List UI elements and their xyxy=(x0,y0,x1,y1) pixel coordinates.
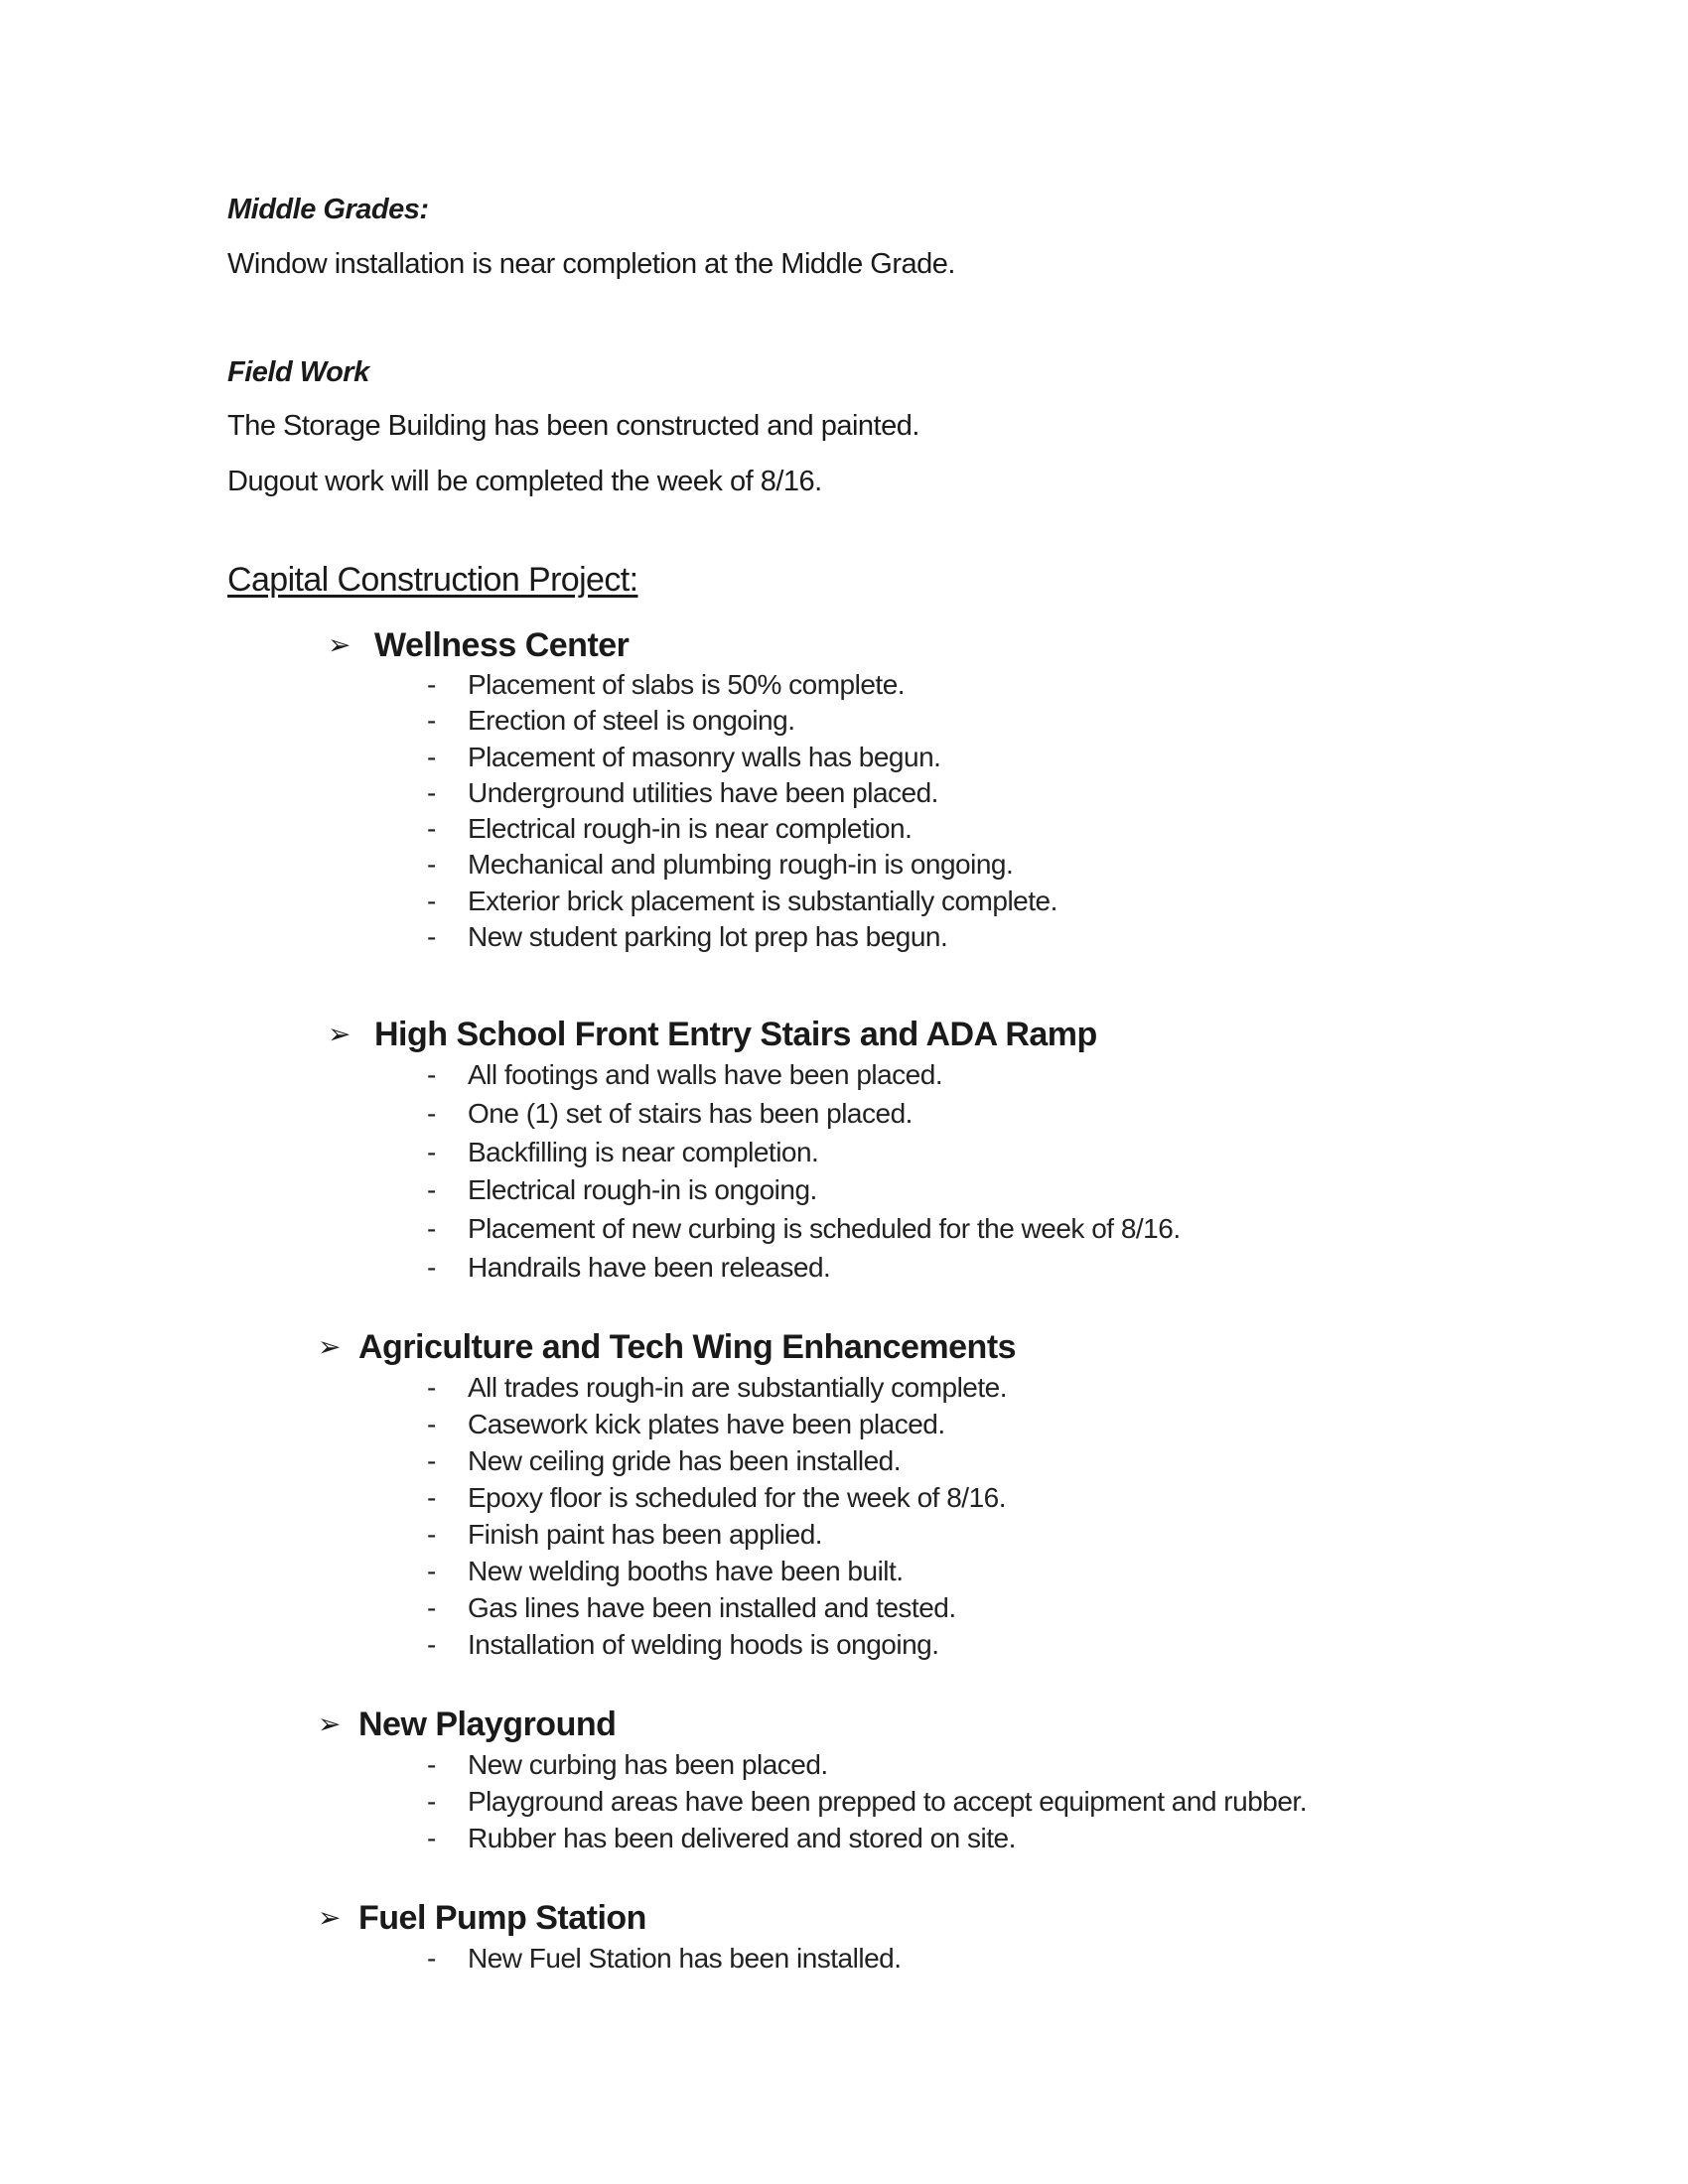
dash-bullet: - xyxy=(427,1786,436,1817)
dash-bullet: - xyxy=(427,1749,436,1780)
list-item-text: Mechanical and plumbing rough-in is ongoing. xyxy=(468,849,1014,881)
field-work-line: Dugout work will be completed the week of 8/16. xyxy=(227,466,822,497)
list-item xyxy=(0,740,1489,775)
project-wellness-center xyxy=(0,623,1489,955)
dash-bullet: - xyxy=(427,705,436,737)
project-header xyxy=(0,1013,1489,1056)
dash-bullet: - xyxy=(427,776,436,808)
list-item-text: Underground utilities have been placed. xyxy=(468,776,938,808)
list-item xyxy=(0,1406,1489,1442)
list-item xyxy=(0,1479,1489,1516)
list-item-text: Finish paint has been applied. xyxy=(468,1519,823,1550)
dash-bullet: - xyxy=(427,669,436,700)
list-item xyxy=(0,1783,1489,1820)
list-item xyxy=(0,1442,1489,1479)
middle-grades-text: Window installation is near completion at the Middle Grade. xyxy=(227,248,955,280)
list-item-text: Placement of slabs is 50% complete. xyxy=(468,669,906,700)
dash-bullet: - xyxy=(427,921,436,953)
list-item xyxy=(0,1516,1489,1553)
dash-bullet: - xyxy=(427,813,436,845)
list-item-text: Exterior brick placement is substantially complete. xyxy=(468,885,1057,916)
list-item-text: New welding booths have been built. xyxy=(468,1556,904,1586)
list-item-text: Epoxy floor is scheduled for the week of 8/16. xyxy=(468,1482,1006,1513)
list-item-text: All footings and walls have been placed. xyxy=(468,1059,943,1090)
list-item-text: One (1) set of stairs has been placed. xyxy=(468,1097,913,1129)
project-title: Agriculture and Tech Wing Enhancements xyxy=(358,1328,1017,1366)
dash-bullet: - xyxy=(427,1519,436,1550)
dash-bullet: - xyxy=(427,1556,436,1586)
list-item-text: New Fuel Station has been installed. xyxy=(468,1943,902,1974)
list-item xyxy=(0,1210,1489,1249)
list-item xyxy=(0,667,1489,703)
field-work-line: The Storage Building has been constructed and painted. xyxy=(227,410,919,442)
middle-grades-heading: Middle Grades: xyxy=(227,194,429,225)
list-item-text: Rubber has been delivered and stored on site. xyxy=(468,1823,1016,1853)
dash-bullet: - xyxy=(427,1445,436,1476)
dash-bullet: - xyxy=(427,1943,436,1974)
list-item xyxy=(0,847,1489,883)
project-header xyxy=(0,623,1489,667)
dash-bullet: - xyxy=(427,741,436,772)
project-items xyxy=(0,1056,1489,1288)
field-work-heading: Field Work xyxy=(227,356,369,388)
list-item xyxy=(0,1134,1489,1172)
list-item-text: New student parking lot prep has begun. xyxy=(468,921,948,953)
list-item xyxy=(0,811,1489,847)
list-item-text: New ceiling gride has been installed. xyxy=(468,1445,901,1476)
dash-bullet: - xyxy=(427,1592,436,1623)
project-header xyxy=(0,1703,1489,1746)
list-item-text: Placement of new curbing is scheduled for the week of 8/16. xyxy=(468,1213,1181,1245)
list-item xyxy=(0,1171,1489,1210)
dash-bullet: - xyxy=(427,1174,436,1206)
list-item-text: All trades rough-in are substantially complete. xyxy=(468,1372,1008,1403)
dash-bullet: - xyxy=(427,1823,436,1853)
list-item xyxy=(0,919,1489,955)
dash-bullet: - xyxy=(427,849,436,881)
list-item-text: Placement of masonry walls has begun. xyxy=(468,741,941,772)
list-item xyxy=(0,1626,1489,1663)
dash-bullet: - xyxy=(427,1097,436,1129)
list-item xyxy=(0,703,1489,739)
list-item-text: Gas lines have been installed and tested. xyxy=(468,1592,956,1623)
project-title: New Playground xyxy=(358,1706,617,1743)
list-item-text: Electrical rough-in is near completion. xyxy=(468,813,913,845)
list-item xyxy=(0,1940,1489,1977)
dash-bullet: - xyxy=(427,885,436,916)
list-item-text: Backfilling is near completion. xyxy=(468,1136,819,1167)
project-items xyxy=(0,1746,1489,1856)
project-title: High School Front Entry Stairs and ADA Ramp xyxy=(374,1016,1097,1053)
list-item-text: New curbing has been placed. xyxy=(468,1749,828,1780)
list-item-text: Installation of welding hoods is ongoing. xyxy=(468,1629,939,1660)
project-agriculture-tech-wing xyxy=(0,1325,1489,1663)
list-item-text: Erection of steel is ongoing. xyxy=(468,705,795,737)
list-item-text: Electrical rough-in is ongoing. xyxy=(468,1174,817,1206)
list-item xyxy=(0,1369,1489,1406)
project-header xyxy=(0,1325,1489,1369)
arrow-bullet-icon: ➢ xyxy=(318,1708,342,1739)
dash-bullet: - xyxy=(427,1409,436,1439)
arrow-bullet-icon: ➢ xyxy=(328,1019,352,1049)
list-item xyxy=(0,1553,1489,1589)
list-item xyxy=(0,884,1489,919)
dash-bullet: - xyxy=(427,1251,436,1283)
project-items xyxy=(0,667,1489,955)
dash-bullet: - xyxy=(427,1372,436,1403)
dash-bullet: - xyxy=(427,1059,436,1090)
arrow-bullet-icon: ➢ xyxy=(328,629,352,660)
list-item-text: Playground areas have been prepped to accept equipment and rubber. xyxy=(468,1786,1307,1817)
arrow-bullet-icon: ➢ xyxy=(318,1331,342,1362)
dash-bullet: - xyxy=(427,1213,436,1245)
list-item xyxy=(0,1056,1489,1095)
project-header xyxy=(0,1896,1489,1940)
list-item xyxy=(0,1249,1489,1288)
project-fuel-pump-station xyxy=(0,1896,1489,1977)
project-front-entry-stairs xyxy=(0,1013,1489,1288)
project-items xyxy=(0,1369,1489,1663)
list-item xyxy=(0,1820,1489,1856)
list-item-text: Handrails have been released. xyxy=(468,1251,831,1283)
project-title: Fuel Pump Station xyxy=(358,1899,646,1937)
arrow-bullet-icon: ➢ xyxy=(318,1902,342,1933)
list-item xyxy=(0,1095,1489,1134)
list-item xyxy=(0,1746,1489,1783)
list-item xyxy=(0,1589,1489,1626)
project-title: Wellness Center xyxy=(374,626,630,664)
dash-bullet: - xyxy=(427,1136,436,1167)
list-item xyxy=(0,775,1489,811)
dash-bullet: - xyxy=(427,1482,436,1513)
dash-bullet: - xyxy=(427,1629,436,1660)
project-new-playground xyxy=(0,1703,1489,1856)
project-items xyxy=(0,1940,1489,1977)
capital-construction-heading: Capital Construction Project: xyxy=(227,561,638,599)
list-item-text: Casework kick plates have been placed. xyxy=(468,1409,945,1439)
